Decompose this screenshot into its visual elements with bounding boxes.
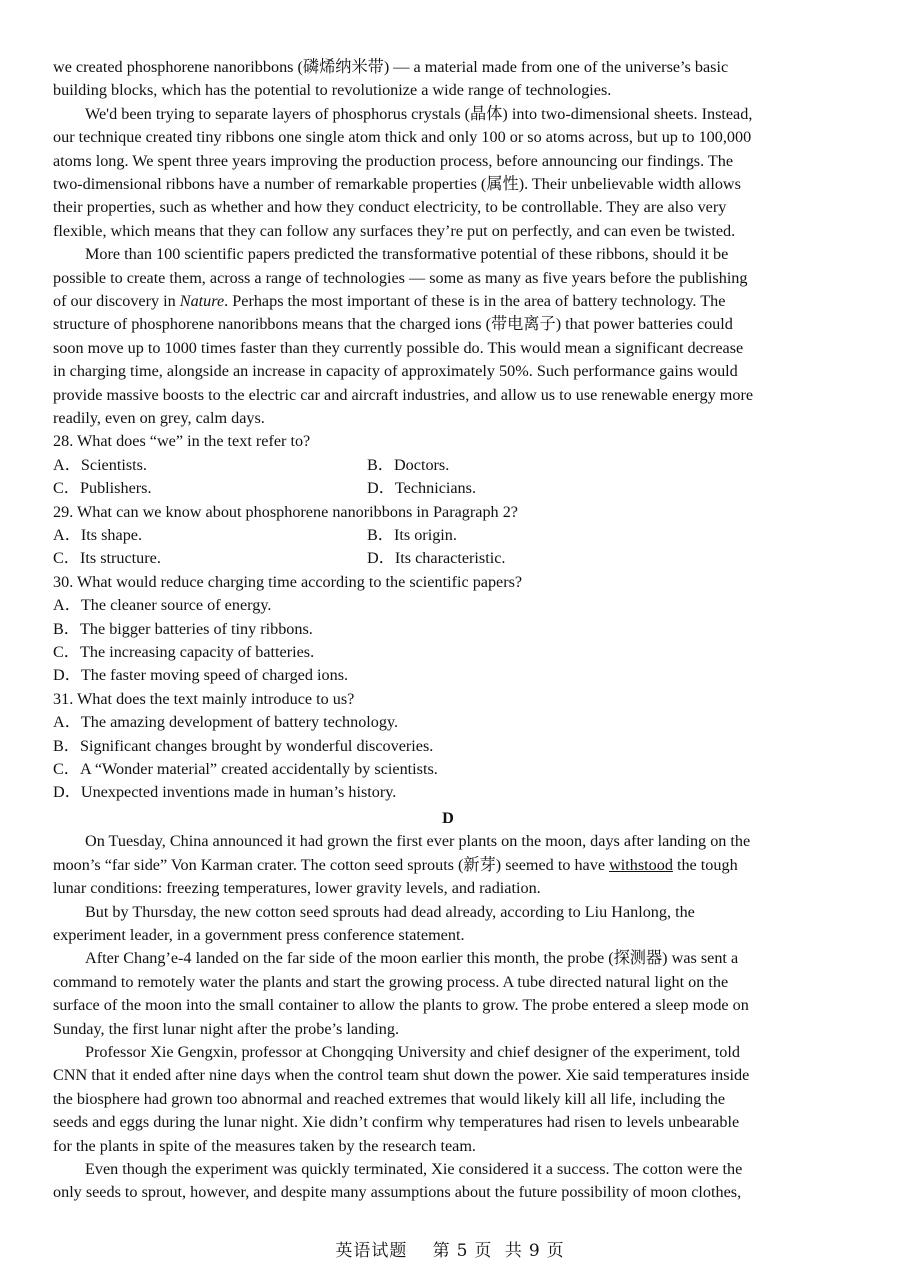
journal-name: Nature xyxy=(179,292,225,310)
passage-line: two-dimensional ribbons have a number of remarkable properties (属性). Their unbelievable width allows xyxy=(53,175,741,193)
footer-total-prefix: 共 xyxy=(504,1241,523,1261)
option-c: C．Publishers. xyxy=(53,479,152,498)
footer-page-total: 9 xyxy=(528,1241,541,1261)
passage-line: atoms long. We spent three years improving the production process, before announcing our findings. The xyxy=(53,151,734,170)
footer-page-unit: 页 xyxy=(474,1241,493,1261)
footer-subject: 英语试题 xyxy=(335,1241,408,1261)
passage-line: We'd been trying to separate layers of phosphorus crystals (晶体) into two-dimensional sheets. Instead, xyxy=(85,104,753,123)
passage-line: only seeds to sprout, however, and despite many assumptions about the future possibility of moon clothes, xyxy=(53,1183,742,1202)
question-stem: 28. What does “we” in the text refer to? xyxy=(53,432,311,451)
option-b: B．The bigger batteries of tiny ribbons. xyxy=(53,619,313,638)
option-d: D．Technicians. xyxy=(367,479,476,498)
footer-page-current: 5 xyxy=(456,1241,469,1261)
passage-line: possible to create them, across a range of technologies — some as many as five years before the publishing xyxy=(53,268,748,287)
option-b: B．Doctors. xyxy=(367,455,450,474)
passage-line: in charging time, alongside an increase in capacity of approximately 50%. Such performance gains would xyxy=(53,362,738,381)
option-a: A．The cleaner source of energy. xyxy=(53,596,272,615)
passage-line: surface of the moon into the small container to allow the plants to grow. The probe entered a sleep mode on xyxy=(53,996,749,1015)
option-c: C．A “Wonder material” created accidentally by scientists. xyxy=(53,760,438,778)
passage-line: provide massive boosts to the electric car and aircraft industries, and allow us to use renewable energy more xyxy=(53,385,754,404)
passage-line: flexible, which means that they can follow any surfaces they’re put on perfectly, and can even be twisted. xyxy=(53,221,736,240)
option-c: C．The increasing capacity of batteries. xyxy=(53,643,315,661)
passage-line: structure of phosphorene nanoribbons means that the charged ions (带电离子) that power batteries could xyxy=(53,315,733,334)
passage-line-nature xyxy=(53,290,725,313)
passage-line: Professor Xie Gengxin, professor at Chongqing University and chief designer of the experiment, told xyxy=(85,1043,740,1061)
passage-line: for the plants in spite of the measures taken by the research team. xyxy=(53,1136,476,1155)
passage-line: seeds and eggs during the lunar night. Xie didn’t confirm why temperatures had risen to levels unbearable xyxy=(53,1113,740,1132)
passage-line: Even though the experiment was quickly terminated, Xie considered it a success. The cotton were the xyxy=(85,1160,743,1178)
text: of our discovery in xyxy=(53,292,180,310)
option-a: A．Scientists. xyxy=(53,455,147,474)
text: . Perhaps the most important of these is in the area of battery technology. The xyxy=(224,292,726,310)
passage-line: More than 100 scientific papers predicted the transformative potential of these ribbons, should it be xyxy=(85,245,729,264)
passage-line: But by Thursday, the new cotton seed sprouts had dead already, according to Liu Hanlong, the xyxy=(85,902,695,921)
option-c: C．Its structure. xyxy=(53,549,161,568)
question-stem: 30. What would reduce charging time according to the scientific papers? xyxy=(53,572,523,591)
passage-line: CNN that it ended after nine days when the control team shut down the power. Xie said temperatures inside xyxy=(53,1066,750,1085)
footer-total-unit: 页 xyxy=(546,1241,565,1261)
question-stem: 31. What does the text mainly introduce to us? xyxy=(53,689,355,708)
passage-line: On Tuesday, China announced it had grown the first ever plants on the moon, days after landing on the xyxy=(85,832,751,851)
option-d: D．The faster moving speed of charged ions. xyxy=(53,666,349,685)
passage-line: their properties, such as whether and how they conduct electricity, to be controllable. They are also very xyxy=(53,198,727,217)
passage-line: soon move up to 1000 times faster than they currently possible do. This would mean a significant decrease xyxy=(53,338,744,357)
page-footer xyxy=(0,1236,900,1261)
option-b: B．Significant changes brought by wonderful discoveries. xyxy=(53,736,434,755)
question-stem: 29. What can we know about phosphorene nanoribbons in Paragraph 2? xyxy=(53,502,518,521)
passage-line-withstood xyxy=(53,854,738,877)
passage-line: lunar conditions: freezing temperatures, lower gravity levels, and radiation. xyxy=(53,879,541,898)
passage-line: the biosphere had grown too abnormal and reached extremes that would likely kill all life, including the xyxy=(53,1089,726,1108)
passage-line: we created phosphorene nanoribbons (磷烯纳米带) — a material made from one of the universe’s basic xyxy=(53,58,729,76)
footer-page-prefix: 第 xyxy=(432,1241,451,1261)
option-a: A．Its shape. xyxy=(53,526,143,544)
passage-line: building blocks, which has the potential to revolutionize a wide range of technologies. xyxy=(53,81,612,100)
passage-line: our technique created tiny ribbons one single atom thick and only 100 or so atoms across, but up to 100,000 xyxy=(53,128,752,147)
section-heading: D xyxy=(442,809,454,827)
option-d: D．Unexpected inventions made in human’s history. xyxy=(53,783,397,802)
option-b: B．Its origin. xyxy=(367,526,457,544)
passage-line: experiment leader, in a government press conference statement. xyxy=(53,926,465,944)
text: the tough xyxy=(672,855,738,874)
passage-line: After Chang’e-4 landed on the far side of the moon earlier this month, the probe (探测器) was sent a xyxy=(85,949,739,968)
passage-line: command to remotely water the plants and start the growing process. A tube directed natural light on the xyxy=(53,972,729,991)
passage-line: Sunday, the first lunar night after the probe’s landing. xyxy=(53,1019,399,1038)
passage-line: readily, even on grey, calm days. xyxy=(53,409,265,427)
option-a: A．The amazing development of battery technology. xyxy=(53,713,399,732)
underlined-word: withstood xyxy=(609,855,673,874)
text: moon’s “far side” Von Karman crater. The cotton seed sprouts (新芽) seemed to have xyxy=(53,855,610,874)
option-d: D．Its characteristic. xyxy=(367,549,506,568)
